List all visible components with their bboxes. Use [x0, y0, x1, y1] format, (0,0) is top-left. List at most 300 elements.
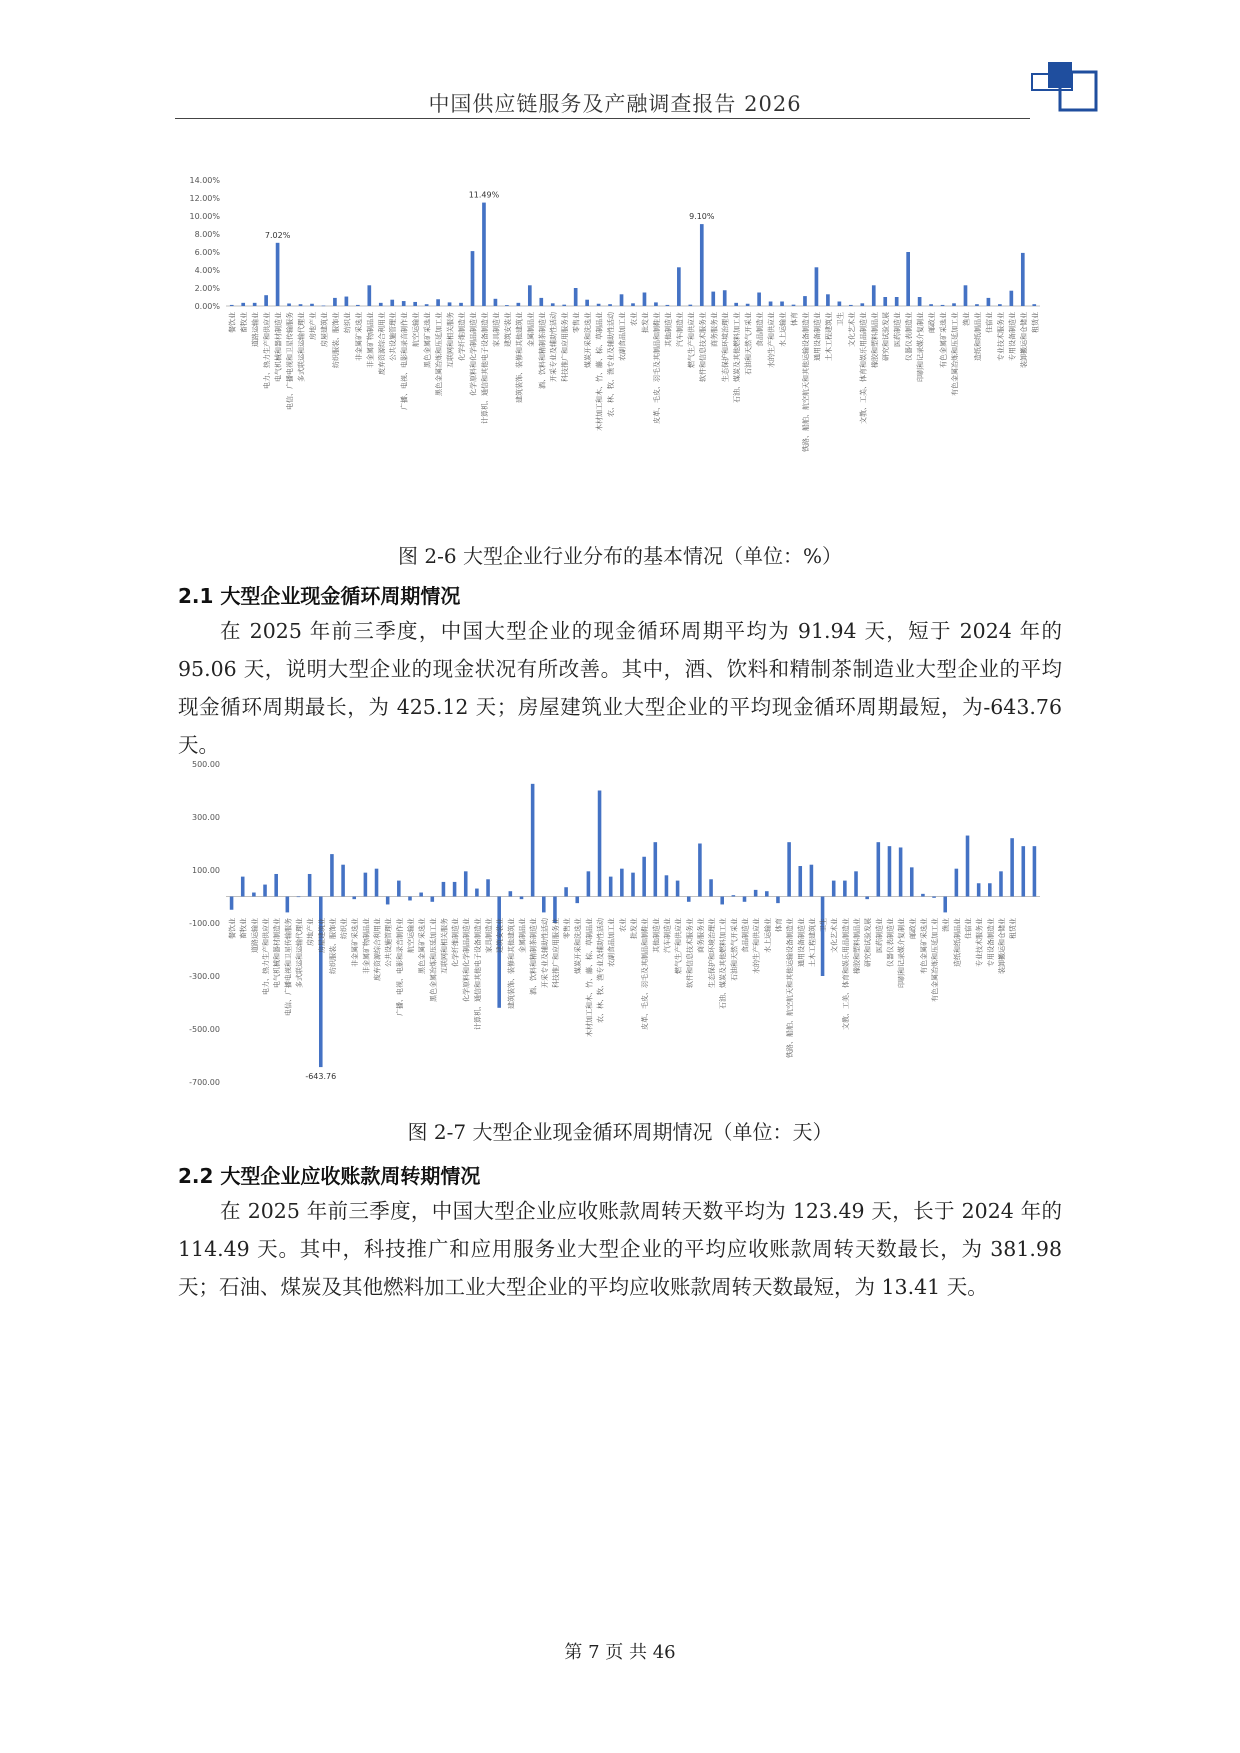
x-category-label: 农、林、牧、渔专业及辅助性活动	[607, 312, 616, 417]
x-category-label: 土木工程建筑业	[824, 312, 833, 361]
bar	[988, 883, 992, 896]
x-category-label: 建筑安装业	[496, 918, 505, 953]
y-tick-label: 6.00%	[194, 248, 220, 257]
x-category-label: 有色金属冶炼和压延加工业	[931, 918, 940, 1002]
bar	[1021, 253, 1025, 306]
x-category-label: 汽车制造业	[663, 918, 672, 953]
bar	[1033, 846, 1037, 896]
bar	[408, 897, 412, 901]
x-category-label: 电信、广播电视和卫星传输服务	[286, 312, 295, 410]
bar	[769, 302, 773, 307]
x-category-label: 装卸搬运和仓储业	[1019, 312, 1028, 368]
bar	[732, 895, 736, 896]
x-category-label: 化学纤维制造业	[458, 312, 467, 361]
bar	[509, 891, 513, 896]
bar	[310, 304, 314, 306]
bar	[676, 881, 680, 897]
x-category-label: 木材加工和木、竹、藤、棕、草制品业	[585, 918, 594, 1037]
x-category-label: 橡胶和塑料制品业	[853, 918, 862, 974]
bar	[459, 303, 463, 306]
x-category-label: 渔业	[962, 312, 971, 326]
x-category-label: 金属制品业	[526, 312, 535, 347]
x-category-label: 房屋建筑业	[320, 312, 329, 347]
x-category-label: 批发业	[641, 312, 650, 333]
x-category-label: 建筑安装业	[503, 312, 512, 347]
bar	[253, 303, 257, 306]
bar	[241, 877, 245, 897]
x-category-label: 其他制造业	[664, 312, 673, 348]
y-tick-label: 0.00%	[194, 302, 220, 311]
y-tick-label: -100.00	[189, 919, 220, 928]
section-title-2-2: 2.2 大型企业应收账款周转期情况	[178, 1164, 481, 1188]
x-category-label: 专用设备制造业	[1008, 312, 1017, 361]
x-category-label: 电信、广播电视和卫星传输服务	[284, 918, 293, 1016]
bar	[642, 857, 646, 897]
bar	[929, 304, 933, 306]
y-tick-label: 500.00	[192, 760, 220, 769]
x-category-label: 住宿业	[985, 312, 994, 333]
bar	[999, 871, 1003, 896]
x-category-label: 渔业	[942, 918, 951, 932]
x-category-label: 商务服务业	[696, 918, 705, 953]
x-category-label: 航空运输业	[406, 918, 415, 953]
industry-distribution-chart	[180, 160, 1060, 525]
bar	[677, 267, 681, 306]
x-category-label: 非金属矿物制品业	[362, 918, 371, 974]
bar	[397, 881, 401, 897]
bar	[918, 297, 922, 306]
x-category-label: 通用设备制造业	[813, 312, 822, 361]
header-rule	[175, 118, 1030, 119]
x-category-label: 化学纤维制造业	[451, 918, 460, 967]
bar	[386, 897, 390, 905]
x-category-label: 农业	[630, 312, 638, 326]
x-category-label: 水上运输业	[763, 918, 772, 953]
bar	[364, 873, 368, 897]
bar	[471, 251, 475, 306]
section-paragraph-2-2: 在 2025 年前三季度，中国大型企业应收账款周转天数平均为 123.49 天，长于 2024 年的 114.49 天。其中，科技推广和应用服务业大型企业的平均应收账款周转天数最长，为 381.98 天；石油、煤炭及其他燃料加工业大型企业的平均应收账款周转天数最短，为 13.41 天。	[178, 1199, 1062, 1299]
bar	[723, 290, 727, 306]
x-category-label: 食品制造业	[756, 312, 765, 347]
bar	[564, 887, 568, 896]
bar	[448, 302, 452, 306]
x-category-label: 纺织服装、服饰业	[331, 312, 340, 368]
bar	[687, 897, 691, 902]
x-category-label: 广播、电视、电影和录音制作业	[395, 918, 404, 1016]
x-category-label: 批发业	[630, 918, 638, 939]
y-tick-label: 8.00%	[194, 230, 220, 239]
x-category-label: 公共设施管理业	[389, 312, 398, 361]
section-title-2-1: 2.1 大型企业现金循环周期情况	[178, 584, 461, 608]
bar	[776, 897, 780, 904]
bar	[264, 295, 268, 306]
bar	[375, 869, 379, 897]
y-tick-label: 100.00	[192, 866, 220, 875]
x-category-label: 纺织业	[343, 312, 352, 333]
x-category-label: 废弃资源综合利用业	[377, 312, 386, 375]
bar	[952, 303, 956, 306]
x-category-label: 生态保护和环境治理业	[721, 312, 730, 382]
bar	[517, 303, 521, 306]
bar	[276, 243, 280, 306]
x-category-label: 开采专业及辅助性活动	[540, 918, 549, 988]
bar	[608, 304, 612, 306]
x-category-label: 土木工程建筑业	[808, 918, 817, 967]
y-tick-label: 14.00%	[189, 176, 220, 185]
bar	[765, 891, 769, 896]
x-category-label: 黑色金属冶炼和压延加工业	[435, 312, 444, 396]
x-category-label: 通用设备制造业	[797, 918, 806, 967]
bar	[620, 869, 624, 897]
bar	[475, 889, 479, 897]
bar	[241, 303, 245, 306]
x-category-label: 互联网和相关服务	[440, 918, 449, 974]
x-category-label: 道路运输业	[251, 312, 260, 347]
x-category-label: 皮革、毛皮、羽毛及其制品和制鞋业	[652, 312, 661, 424]
bar	[631, 303, 635, 306]
bar	[860, 303, 864, 306]
x-category-label: 开采专业及辅助性活动	[549, 312, 558, 382]
x-category-label: 计算机、通信和其他电子设备制造业	[473, 918, 482, 1030]
x-category-label: 专业技术服务业	[975, 918, 984, 967]
x-category-label: 航空运输业	[412, 312, 421, 347]
bar	[531, 784, 535, 897]
page-number: 第 7 页 共 46	[564, 1642, 676, 1663]
x-category-label: 煤炭开采和洗选业	[574, 918, 583, 974]
bar	[390, 300, 394, 306]
x-category-label: 纺织业	[340, 918, 349, 939]
x-category-label: 有色金属冶炼和压延加工业	[951, 312, 960, 396]
x-category-label: 印刷和记录媒介复制业	[897, 918, 906, 988]
x-category-label: 计算机、通信和其他电子设备制造业	[480, 312, 489, 424]
bar	[711, 292, 715, 306]
x-category-label: 文化艺术业	[830, 918, 839, 953]
x-category-label: 食品制造业	[741, 918, 750, 953]
x-category-label: 科技推广和应用服务业	[551, 918, 560, 988]
x-category-label: 水上运输业	[779, 312, 788, 347]
x-category-label: 体育	[790, 312, 799, 326]
bar	[587, 871, 591, 896]
x-category-label: 家具制造业	[492, 312, 501, 347]
bar	[539, 298, 543, 306]
bar	[743, 897, 747, 902]
bar	[921, 894, 925, 897]
x-category-label: 房地产业	[306, 918, 315, 946]
bar	[865, 897, 869, 900]
bar	[528, 285, 532, 306]
x-category-label: 石油、煤炭及其他燃料加工业	[719, 918, 728, 1009]
bar	[877, 842, 881, 896]
x-category-label: 卫生	[836, 312, 845, 326]
x-category-label: 卫生	[819, 918, 828, 932]
x-category-label: 燃气生产和供应业	[674, 918, 683, 974]
bar	[849, 305, 853, 306]
x-category-label: 农副食品加工业	[607, 918, 616, 967]
x-category-label: 软件和信息技术服务业	[685, 918, 694, 988]
bar	[1010, 838, 1014, 896]
x-category-label: 餐饮业	[228, 918, 237, 939]
x-category-label: 电气机械和器材制造业	[273, 918, 282, 988]
x-category-label: 家具制造业	[485, 918, 494, 953]
bar	[574, 288, 578, 306]
x-category-label: 纺织服装、服饰业	[328, 918, 337, 974]
x-category-label: 水的生产和供应业	[752, 918, 761, 974]
bar	[356, 305, 360, 306]
x-category-label: 医药制造业	[875, 918, 884, 953]
x-category-label: 造纸和纸制品业	[973, 312, 982, 361]
bar	[330, 854, 334, 896]
y-tick-label: 300.00	[192, 813, 220, 822]
x-category-label: 非金属矿物制品业	[366, 312, 375, 368]
bar	[787, 842, 791, 896]
bar	[230, 897, 234, 910]
bar	[345, 297, 349, 306]
bar	[413, 302, 417, 306]
bar	[308, 874, 312, 897]
bar	[494, 299, 498, 306]
y-tick-label: -300.00	[189, 972, 220, 981]
y-tick-label: -700.00	[189, 1078, 220, 1087]
bar	[975, 304, 979, 306]
x-category-label: 黑色金属冶炼和压延加工业	[429, 918, 438, 1002]
x-category-label: 房地产业	[308, 312, 317, 340]
x-category-label: 研究和试验发展	[882, 312, 891, 361]
x-category-label: 木材加工和木、竹、藤、棕、草制品业	[595, 311, 604, 431]
x-category-label: 住宿业	[964, 918, 973, 939]
x-category-label: 黑色金属矿采选业	[418, 918, 427, 974]
bar	[620, 294, 624, 306]
x-category-label: 皮革、毛皮、羽毛及其制品和制鞋业	[641, 918, 650, 1030]
bar	[899, 847, 903, 896]
bar	[1010, 291, 1014, 306]
cash-cycle-chart	[180, 740, 1060, 1100]
x-category-label: 研究和试验发展	[864, 918, 873, 967]
bar	[482, 203, 486, 306]
bar	[734, 303, 738, 306]
x-category-label: 文教、工美、体育和娱乐用品制造业	[859, 312, 868, 424]
x-category-label: 医药制造业	[893, 312, 902, 347]
x-category-label: 非金属矿采选业	[354, 312, 363, 361]
x-category-label: 邮政业	[908, 918, 917, 939]
header-title: 中国供应链服务及产融调查报告 2026	[428, 92, 802, 116]
x-category-label: 电力、热力生产和供应业	[263, 312, 272, 389]
bar	[815, 267, 819, 306]
x-category-label: 体育	[774, 918, 783, 932]
bar	[754, 890, 758, 897]
x-category-label: 商务服务业	[710, 312, 719, 347]
bar	[585, 300, 589, 306]
bar	[803, 296, 807, 306]
bar	[1021, 846, 1025, 896]
bar	[230, 305, 234, 306]
x-category-label: 租赁业	[1031, 312, 1040, 333]
bar	[333, 298, 337, 306]
bar	[666, 305, 670, 306]
x-category-label: 建筑装饰、装修和其他建筑业	[507, 918, 516, 1009]
bar	[746, 304, 750, 306]
bar	[1032, 304, 1036, 306]
section-paragraph-2-1: 在 2025 年前三季度，中国大型企业的现金循环周期平均为 91.94 天，短于 2024 年的 95.06 天，说明大型企业的现金状况有所改善。其中，酒、饮料和精制茶制造业大型企业的平均现金循环周期最长，为 425.12 天；房屋建筑业大型企业的平均现金循环周期最短，为-643.76 天。	[178, 619, 1062, 757]
x-category-label: 租赁业	[1009, 918, 1018, 939]
x-category-label: 农业	[618, 918, 627, 932]
bar	[966, 836, 970, 897]
y-tick-label: 12.00%	[189, 194, 220, 203]
x-category-label: 水的生产和供应业	[767, 312, 776, 368]
x-category-label: 酒、饮料和精制茶制造业	[529, 918, 538, 995]
bar	[419, 893, 423, 897]
bar	[442, 882, 446, 897]
bar	[888, 846, 892, 896]
bar	[700, 224, 704, 306]
figure-caption-2-7: 图 2-7 大型企业现金循环周期情况（单位：天）	[407, 1120, 833, 1144]
x-category-label: 专业技术服务业	[996, 312, 1005, 361]
bar	[941, 305, 945, 306]
bar	[998, 304, 1002, 306]
bar	[977, 883, 981, 896]
x-category-label: 农、林、牧、渔专业及辅助性活动	[596, 918, 605, 1023]
x-category-label: 废弃资源综合利用业	[373, 918, 382, 981]
bar	[464, 871, 468, 896]
bar	[486, 879, 490, 896]
bar	[367, 285, 371, 306]
x-category-label: 仪器仪表制造业	[886, 918, 895, 967]
x-category-label: 仪器仪表制造业	[905, 312, 914, 361]
x-category-label: 餐饮业	[228, 312, 237, 333]
bar	[872, 285, 876, 306]
x-category-label: 石油、煤炭及其他燃料加工业	[733, 312, 742, 403]
bar	[757, 293, 761, 307]
bar	[609, 877, 613, 897]
data-label: 7.02%	[264, 230, 291, 240]
bar	[832, 881, 836, 897]
bar	[943, 897, 947, 913]
report-logo-icon	[1030, 60, 1100, 115]
bar	[598, 791, 602, 897]
bar	[698, 844, 702, 897]
bar	[838, 302, 842, 307]
x-category-label: 有色金属矿采选业	[919, 918, 928, 974]
x-category-label: 铁路、船舶、航空航天和其他运输设备制造业	[801, 312, 810, 452]
x-category-label: 多式联运和运输代理业	[295, 918, 304, 988]
bar	[263, 885, 267, 897]
x-category-label: 燃气生产和供应业	[687, 312, 696, 368]
x-category-label: 公共设施管理业	[384, 918, 393, 967]
bar	[631, 873, 635, 897]
x-category-label: 零售业	[563, 918, 572, 939]
bar	[453, 882, 457, 897]
x-category-label: 印刷和记录媒介复制业	[916, 312, 925, 382]
bar	[665, 875, 669, 896]
bar	[520, 897, 524, 900]
bar	[352, 897, 356, 900]
x-category-label: 农副食品加工业	[618, 312, 627, 361]
bar	[274, 874, 278, 897]
bar	[505, 305, 509, 306]
x-category-label: 邮政业	[928, 312, 937, 333]
x-category-label: 生态保护和环境治理业	[708, 918, 717, 988]
bar	[798, 866, 802, 896]
bar	[895, 297, 899, 306]
y-tick-label: 4.00%	[194, 266, 220, 275]
bar	[780, 302, 784, 307]
bar	[883, 297, 887, 306]
bar	[955, 869, 959, 897]
data-label: 9.10%	[689, 212, 715, 222]
bar	[906, 252, 910, 306]
bar	[964, 285, 968, 306]
data-label: 11.49%	[468, 190, 500, 200]
bar	[436, 299, 440, 306]
x-category-label: 广播、电视、电影和录音制作业	[400, 312, 409, 410]
bar	[252, 893, 256, 897]
x-category-label: 房屋建筑业	[317, 918, 326, 953]
bar	[821, 897, 825, 977]
bar	[299, 304, 303, 306]
x-category-label: 畜牧业	[239, 918, 248, 939]
y-tick-label: -500.00	[189, 1025, 220, 1034]
x-category-label: 道路运输业	[250, 918, 259, 953]
x-category-label: 电气机械和器材制造业	[274, 312, 283, 382]
bar	[379, 303, 383, 306]
bar	[297, 897, 301, 898]
y-tick-label: 10.00%	[189, 212, 220, 221]
x-category-label: 化学原料和化学制品制造业	[469, 312, 478, 396]
x-category-label: 非金属矿采选业	[351, 918, 360, 967]
x-category-label: 专用设备制造业	[986, 918, 995, 967]
x-category-label: 互联网和相关服务	[446, 312, 455, 368]
x-category-label: 金属制品业	[518, 918, 527, 953]
x-category-label: 其他制造业	[652, 918, 661, 953]
bar	[854, 871, 858, 896]
bar	[562, 305, 566, 306]
bar	[322, 306, 326, 307]
x-category-label: 多式联运和运输代理业	[297, 312, 306, 382]
data-label: -643.76	[305, 1072, 337, 1082]
x-category-label: 造纸和纸制品业	[953, 918, 962, 967]
x-category-label: 科技推广和应用服务业	[561, 312, 570, 382]
bar	[425, 304, 429, 306]
bar	[643, 293, 647, 307]
bar	[402, 301, 406, 306]
bar	[287, 303, 291, 306]
x-category-label: 石油和天然气开采业	[744, 312, 753, 375]
bar	[987, 298, 991, 306]
bar	[709, 879, 713, 896]
x-category-label: 文化艺术业	[847, 312, 856, 347]
x-category-label: 电力、热力生产和供应业	[262, 918, 271, 995]
x-category-label: 橡胶和塑料制品业	[870, 312, 879, 368]
bar	[720, 897, 724, 905]
bar	[542, 897, 546, 913]
bar	[575, 897, 579, 904]
x-category-label: 装卸搬运和仓储业	[997, 918, 1006, 974]
x-category-label: 文教、工美、体育和娱乐用品制造业	[841, 918, 850, 1030]
bar	[932, 897, 936, 898]
bar	[286, 897, 290, 913]
x-category-label: 零售业	[572, 312, 581, 333]
x-category-label: 石油和天然气开采业	[730, 918, 739, 981]
figure-caption-2-6: 图 2-6 大型企业行业分布的基本情况（单位：%）	[398, 544, 842, 568]
bar	[688, 305, 692, 306]
x-category-label: 汽车制造业	[675, 311, 684, 347]
x-category-label: 黑色金属矿采选业	[423, 312, 432, 368]
x-category-label: 有色金属矿采选业	[939, 312, 948, 368]
bar	[431, 897, 435, 902]
bar	[341, 865, 345, 897]
x-category-label: 酒、饮料和精制茶制造业	[538, 312, 547, 389]
bar	[910, 867, 914, 896]
x-category-label: 化学原料和化学制品制造业	[462, 918, 471, 1002]
